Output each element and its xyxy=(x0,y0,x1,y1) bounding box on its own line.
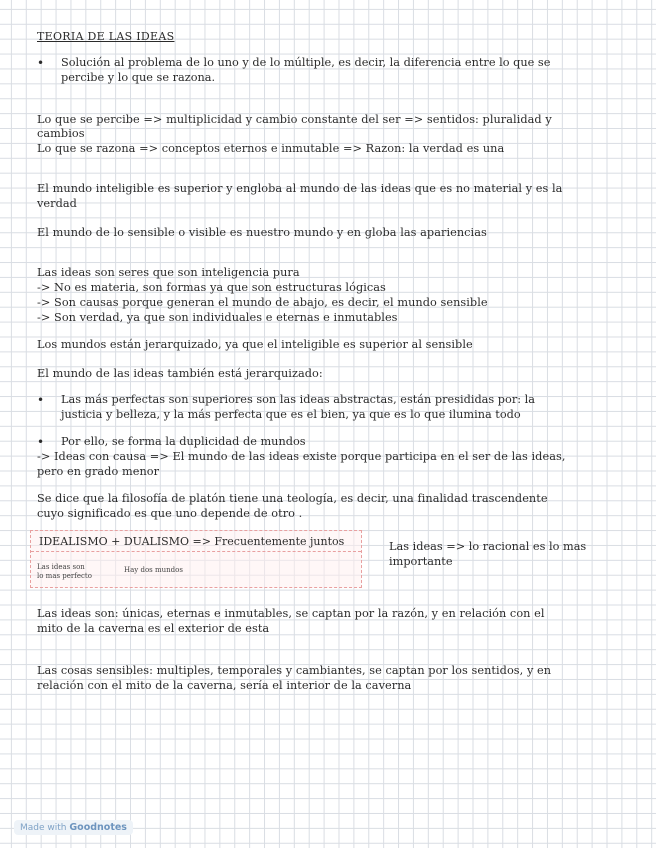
bullet-dot-icon: • xyxy=(37,56,45,70)
side-note xyxy=(389,540,629,569)
text-line: Se dice que la filosofía de platón tiene una teología, es decir, una finalidad trascendente xyxy=(37,492,548,505)
text-line: -> Ideas con causa => El mundo de las ideas existe porque participa en el ser de las ideas, xyxy=(37,450,566,463)
text-line: El mundo de las ideas también está jerarquizado: xyxy=(37,367,323,380)
page-title: TEORIA DE LAS IDEAS xyxy=(37,30,175,43)
text-line: El mundo inteligible es superior y engloba al mundo de las ideas que es no material y es la xyxy=(37,182,563,195)
text-line: mito de la caverna es el exterior de esta xyxy=(37,622,270,635)
text-line: Lo que se percibe => multiplicidad y cambio constante del ser => sentidos: pluralidad y xyxy=(37,113,552,126)
side-note-line: Las ideas => lo racional es lo mas xyxy=(389,540,587,553)
text-line: -> No es materia, son formas ya que son estructuras lógicas xyxy=(37,281,386,294)
box-note-right: Hay dos mundos xyxy=(124,566,183,574)
bullet-line: Las más perfectas son superiores son las ideas abstractas, están presididas por: la xyxy=(61,393,535,406)
bullet-dot-icon: • xyxy=(37,393,45,407)
text-line: -> Son causas porque generan el mundo de abajo, es decir, el mundo sensible xyxy=(37,296,488,309)
idealismo-dualismo-box xyxy=(30,530,362,588)
side-note-line: importante xyxy=(389,554,453,568)
box-title: IDEALISMO + DUALISMO => Frecuentemente juntos xyxy=(39,535,345,548)
bullet-line: percibe y lo que se razona. xyxy=(61,71,216,84)
watermark-prefix: Made with xyxy=(20,823,67,833)
text-line: verdad xyxy=(37,197,77,210)
text-line: pero en grado menor xyxy=(37,465,160,478)
goodnotes-watermark xyxy=(14,820,133,835)
bullet-line: Solución al problema de lo uno y de lo múltiple, es decir, la diferencia entre lo que se xyxy=(61,56,551,69)
bullet-line: Por ello, se forma la duplicidad de mundos xyxy=(61,435,306,448)
bullet-dot-icon: • xyxy=(37,435,45,449)
text-line: El mundo de lo sensible o visible es nuestro mundo y en globa las apariencias xyxy=(37,226,487,239)
text-line: Las ideas son seres que son inteligencia pura xyxy=(37,266,300,279)
text-line: Los mundos están jerarquizado, ya que el inteligible es superior al sensible xyxy=(37,338,473,351)
bullet-line: justicia y belleza, y la más perfecta que es el bien, ya que es lo que ilumina todo xyxy=(61,408,521,421)
text-line: Lo que se razona => conceptos eternos e inmutable => Razon: la verdad es una xyxy=(37,142,505,155)
box-note-left: lo mas perfecto xyxy=(37,572,92,580)
text-line: relación con el mito de la caverna, sería el interior de la caverna xyxy=(37,679,412,692)
text-line: Las ideas son: únicas, eternas e inmutables, se captan por la razón, y en relación con el xyxy=(37,607,545,620)
box-note-left: Las ideas son xyxy=(37,563,85,571)
box-divider xyxy=(31,551,361,552)
text-line: -> Son verdad, ya que son individuales e eternas e inmutables xyxy=(37,311,398,324)
text-line: cuyo significado es que uno depende de otro . xyxy=(37,507,303,520)
text-line: Las cosas sensibles: multiples, temporales y cambiantes, se captan por los sentidos, y en xyxy=(37,664,552,677)
watermark-brand: Goodnotes xyxy=(69,822,127,833)
text-line: cambios xyxy=(37,127,85,140)
